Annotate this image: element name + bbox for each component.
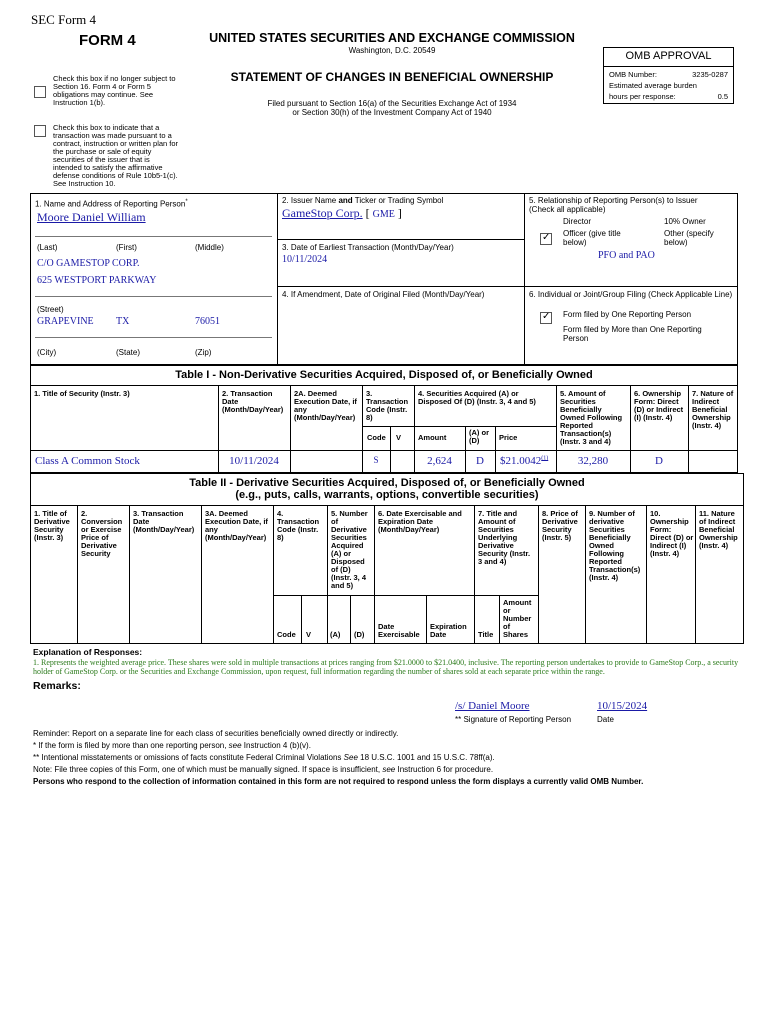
t2-h-conversion: 2. Conversion or Exercise Price of Derivative Security	[81, 509, 123, 558]
zip-label: (Zip)	[195, 348, 212, 357]
t2-h-date-exercisable: Date Exercisable	[378, 622, 420, 639]
amendment-label: 4. If Amendment, Date of Original Filed (Month/Day/Year)	[282, 290, 485, 299]
t2-h-nature: 11. Nature of Indirect Beneficial Ownership (Instr. 4)	[699, 509, 738, 550]
agency-title: UNITED STATES SECURITIES AND EXCHANGE COMMISSION	[209, 31, 575, 45]
reminder-text: Reminder: Report on a separate line for each class of securities beneficially owned directly or indirectly.	[33, 729, 399, 738]
rule-10b5-1-text: Check this box to indicate that a transaction was made pursuant to a contract, instruction or written plan for the purchase or sale of equity securities of the issuer that is intended to satisfy the affirmative defense conditions of Rule 10b5-1(c). See Instruction 10.	[53, 123, 179, 188]
issuer-label: 2. Issuer Name and Ticker or Trading Symbol	[282, 196, 444, 205]
issuer-line	[282, 206, 402, 221]
ticker-symbol: GME	[372, 209, 395, 220]
t2-h-code-sub: Code	[277, 630, 296, 639]
t1-row-code: S	[373, 455, 379, 465]
officer-checkbox[interactable]	[540, 233, 552, 245]
filed-line-1: Filed pursuant to Section 16(a) of the Securities Exchange Act of 1934	[267, 99, 517, 108]
footnote-star-1: * If the form is filed by more than one reporting person, see Instruction 4 (b)(v).	[33, 741, 311, 750]
other-label: Other (specify below)	[664, 229, 714, 247]
zip-value: 76051	[195, 316, 220, 327]
omb-number-label: OMB Number:	[609, 70, 657, 79]
no-longer-subject-text: Check this box if no longer subject to Section 16. Form 4 or Form 5 obligations may continue. See Instruction 1(b).	[53, 74, 176, 107]
footnote-star-2: ** Intentional misstatements or omissions of facts constitute Federal Criminal Violations See 18 U.S.C. 1001 and 15 U.S.C. 78ff(a).	[33, 753, 495, 762]
t1-h-price: Price	[499, 433, 518, 442]
reporting-person-name[interactable]: Moore Daniel William	[37, 210, 146, 224]
no-longer-subject-checkbox[interactable]	[34, 86, 46, 98]
t1-h-code-sub: Code	[367, 433, 386, 442]
table-2-title-line: Table II - Derivative Securities Acquired, Disposed of, or Beneficially Owned	[189, 477, 585, 489]
t2-h-deemed: 3A. Deemed Execution Date, if any (Month/Day/Year)	[205, 509, 268, 542]
t2-h-code: 4. Transaction Code (Instr. 8)	[277, 509, 320, 542]
t1-row-amount: 2,624	[427, 455, 452, 467]
t2-h-ttl: Title	[478, 630, 494, 639]
t1-h-a-or-d: (A) or (D)	[469, 428, 489, 445]
t2-h-amount: Amount or Number of Shares	[503, 598, 532, 639]
officer-label: Officer (give title below)	[563, 229, 621, 247]
t1-h-deemed: 2A. Deemed Execution Date, if any (Month/Day/Year)	[294, 389, 357, 422]
table-1-title: Table I - Non-Derivative Securities Acquired, Disposed of, or Beneficially Owned	[175, 369, 593, 381]
t1-row-title: Class A Common Stock	[35, 455, 140, 467]
omb-hours: 0.5	[717, 92, 728, 101]
t2-h-v: V	[306, 630, 312, 639]
earliest-date-label: 3. Date of Earliest Transaction (Month/Day/Year)	[282, 243, 454, 252]
middle-label: (Middle)	[195, 243, 224, 252]
table-2-title	[30, 477, 744, 501]
director-label: Director	[563, 217, 592, 226]
city-label: (City)	[37, 348, 57, 357]
t2-h-expiration: Expiration Date	[430, 622, 467, 639]
filing-label: 6. Individual or Joint/Group Filing (Check Applicable Line)	[529, 290, 733, 299]
t1-row-owned: 32,280	[577, 455, 609, 467]
t1-h-ownership-form: 6. Ownership Form: Direct (D) or Indirect (I) (Instr. 4)	[634, 389, 684, 422]
persons-notice: Persons who respond to the collection of information contained in this form are not required to respond unless the form displays a currently valid OMB Number.	[33, 777, 644, 786]
t2-h-title: 1. Title of Derivative Security (Instr. 3)	[34, 509, 70, 542]
filed-pursuant	[190, 99, 594, 117]
one-person-label: Form filed by One Reporting Person	[563, 310, 692, 319]
relationship-sub: (Check all applicable)	[529, 205, 606, 214]
omb-number: 3235-0287	[692, 70, 728, 79]
t1-row-price: $21.0042$^{(1)}$	[500, 455, 549, 467]
reporting-person-label: 1. Name and Address of Reporting Person*	[35, 199, 188, 209]
omb-title: OMB APPROVAL	[625, 50, 712, 62]
t1-h-date: 2. Transaction Date (Month/Day/Year)	[222, 389, 284, 414]
t1-h-title: 1. Title of Security (Instr. 3)	[34, 389, 130, 398]
t2-h-date: 3. Transaction Date (Month/Day/Year)	[133, 509, 195, 534]
t1-h-nature: 7. Nature of Indirect Beneficial Ownership (Instr. 4)	[692, 389, 734, 430]
statement-title: STATEMENT OF CHANGES IN BENEFICIAL OWNERSHIP	[230, 70, 554, 84]
bracket-open: [	[365, 206, 370, 220]
t2-h-d: (D)	[354, 630, 365, 639]
remarks-heading: Remarks:	[33, 680, 81, 692]
t1-h-amount: Amount	[418, 433, 447, 442]
earliest-date-value: 10/11/2024	[282, 254, 328, 265]
address-line-2: 625 WESTPORT PARKWAY	[37, 275, 157, 286]
table-2-subtitle: (e.g., puts, calls, warrants, options, convertible securities)	[235, 489, 539, 501]
address-line-1: C/O GAMESTOP CORP.	[37, 258, 140, 269]
bracket-close: ]	[397, 206, 402, 220]
officer-title-value: PFO and PAO	[598, 250, 655, 261]
rule-10b5-1-checkbox[interactable]	[34, 125, 46, 137]
signature-label: ** Signature of Reporting Person	[455, 715, 572, 724]
state-label: (State)	[116, 348, 141, 357]
more-persons-label: Form filed by More than One Reporting Person	[563, 325, 702, 343]
explanation-heading: Explanation of Responses:	[33, 647, 143, 657]
sec-form-label: SEC Form 4	[31, 12, 97, 27]
t1-h-v: V	[396, 433, 402, 442]
t1-h-code: 3. Transaction Code (Instr. 8)	[366, 389, 409, 422]
t1-h-owned: 5. Amount of Securities Beneficially Owned Following Reported Transaction(s) (Instr. 3 and 4)	[560, 389, 623, 446]
t2-h-exercisable: 6. Date Exercisable and Expiration Date (Month/Day/Year)	[378, 509, 462, 534]
omb-approval-box	[603, 47, 734, 104]
date-label: Date	[597, 715, 614, 724]
t1-row-form: D	[655, 455, 663, 467]
form-title: FORM 4	[79, 32, 136, 49]
city-value: GRAPEVINE	[37, 316, 94, 327]
first-label: (First)	[116, 243, 137, 252]
t1-row-date: 10/11/2024	[229, 455, 279, 467]
t2-h-price: 8. Price of Derivative Security (Instr. 5)	[542, 509, 578, 542]
one-person-checkbox[interactable]	[540, 312, 552, 324]
signature-date: 10/15/2024	[597, 700, 648, 712]
omb-burden-label: Estimated average burden	[609, 81, 697, 90]
issuer-name-link[interactable]: GameStop Corp.	[282, 206, 363, 220]
t2-h-ownership-form: 10. Ownership Form: Direct (D) or Indirect (I) (Instr. 4)	[650, 509, 694, 558]
state-value: TX	[116, 316, 130, 327]
street-label: (Street)	[37, 305, 64, 314]
t2-h-number: 5. Number of Derivative Securities Acquired (A) or Disposed of (D) (Instr. 3, 4 and 5)	[331, 509, 368, 590]
signature-value: /s/ Daniel Moore	[455, 700, 530, 712]
t2-h-underlying: 7. Title and Amount of Securities Underlying Derivative Security (Instr. 3 and 4)	[478, 509, 531, 566]
footnote-1-ref[interactable]: (1)	[541, 455, 549, 462]
agency-city: Washington, D.C. 20549	[348, 46, 436, 55]
omb-hours-label: hours per response:	[609, 92, 676, 101]
ten-percent-owner-label: 10% Owner	[664, 217, 706, 226]
t2-h-owned: 9. Number of derivative Securities Beneficially Owned Following Reported Transaction(s) (Instr. 4)	[589, 509, 641, 582]
relationship-label: 5. Relationship of Reporting Person(s) to Issuer	[529, 196, 698, 205]
note-text: Note: File three copies of this Form, one of which must be manually signed. If space is insufficient, see Instruction 6 for procedure.	[33, 765, 494, 774]
t1-row-a-or-d: D	[476, 455, 484, 467]
footer-notes	[33, 728, 743, 788]
t2-h-a: (A)	[330, 630, 341, 639]
footnote-1: 1. Represents the weighted average price. These shares were sold in multiple transactions at prices ranging from $21.0000 to $21.0400, inclusive. The reporting person undertakes to provide to GameStop Corp., a security holder of GameStop Corp. or the Securities and Exchange Commission, upon request, full information regarding the number of shares sold at each separate price within the range.	[33, 658, 739, 676]
t1-h-acquired: 4. Securities Acquired (A) or Disposed Of (D) (Instr. 3, 4 and 5)	[418, 389, 536, 406]
filed-line-2: or Section 30(h) of the Investment Company Act of 1940	[292, 108, 492, 117]
last-label: (Last)	[37, 243, 58, 252]
